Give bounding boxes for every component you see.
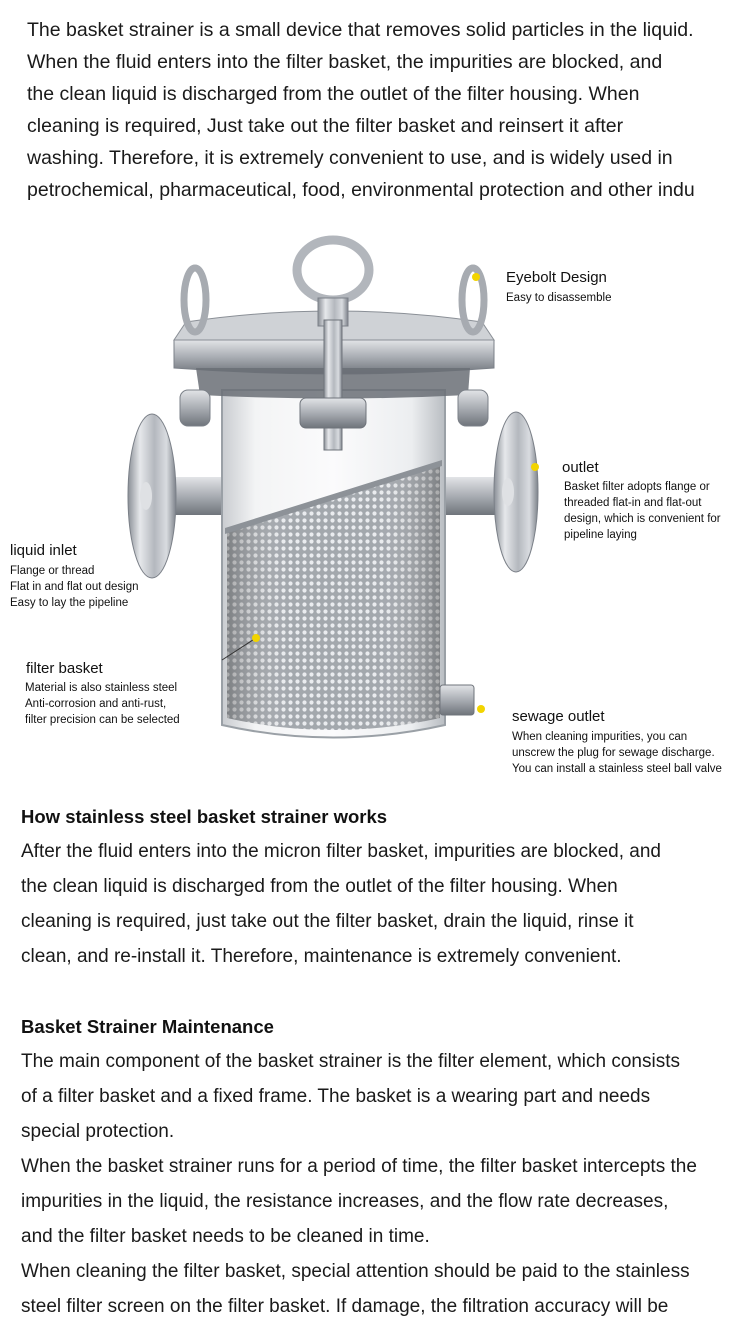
section-line: and the filter basket needs to be cleaned in time. <box>21 1226 430 1247</box>
callout-eyebolt <box>506 269 611 306</box>
section-line: special protection. <box>21 1121 175 1142</box>
section-heading: How stainless steel basket strainer works <box>21 806 388 827</box>
section-line: When cleaning the filter basket, special attention should be paid to the stainless <box>21 1261 690 1282</box>
callout-desc: unscrew the plug for sewage discharge. <box>512 747 715 759</box>
callout-title: Eyebolt Design <box>506 269 607 286</box>
basket-marker <box>252 634 260 642</box>
callout-desc: pipeline laying <box>564 529 637 541</box>
callout-sewage <box>512 708 722 777</box>
callout-desc: Flat in and flat out design <box>10 581 139 593</box>
outlet-marker <box>531 463 539 471</box>
intro-line: the clean liquid is discharged from the outlet of the filter housing. When <box>27 83 640 105</box>
outlet-pipe <box>440 477 502 515</box>
callout-desc: design, which is convenient for <box>564 513 721 525</box>
intro-line: When the fluid enters into the filter basket, the impurities are blocked, and <box>27 51 663 73</box>
callout-desc: Flange or thread <box>10 565 95 577</box>
callout-desc: filter precision can be selected <box>25 714 180 726</box>
callout-title: outlet <box>562 459 599 476</box>
section-line: The main component of the basket strainer is the filter element, which consists <box>21 1051 680 1072</box>
callout-outlet-desc <box>564 479 721 543</box>
callout-desc: You can install a stainless steel ball valve <box>512 763 722 775</box>
callout-desc: Basket filter adopts flange or <box>564 481 710 493</box>
intro-line: cleaning is required, Just take out the filter basket and reinsert it after <box>27 115 624 137</box>
callout-desc: threaded flat-in and flat-out <box>564 497 702 509</box>
intro-line: petrochemical, pharmaceutical, food, environmental protection and other indu <box>27 179 695 201</box>
callout-title: sewage outlet <box>512 708 605 725</box>
callout-basket <box>26 660 103 678</box>
sewage-plug <box>440 685 474 715</box>
clamp-shaft <box>324 320 342 450</box>
section-line: impurities in the liquid, the resistance increases, and the flow rate decreases, <box>21 1191 669 1212</box>
intro-paragraph <box>27 14 750 206</box>
eyebolt-marker <box>472 273 480 281</box>
callout-desc: When cleaning impurities, you can <box>512 731 688 743</box>
callout-inlet <box>10 542 139 611</box>
callout-outlet <box>562 459 599 477</box>
section-line: the clean liquid is discharged from the outlet of the filter housing. When <box>21 876 618 897</box>
intro-line: The basket strainer is a small device that removes solid particles in the liquid. <box>27 19 694 41</box>
callout-desc: Material is also stainless steel <box>25 682 178 694</box>
strainer-diagram <box>0 230 750 790</box>
intro-line: washing. Therefore, it is extremely convenient to use, and is widely used in <box>27 147 673 169</box>
callout-title: filter basket <box>26 660 103 677</box>
section-line: After the fluid enters into the micron filter basket, impurities are blocked, and <box>21 841 661 862</box>
section-line: steel filter screen on the filter basket. If damage, the filtration accuracy will be <box>21 1296 669 1317</box>
callout-desc: Easy to disassemble <box>506 292 612 304</box>
sewage-marker <box>477 705 485 713</box>
callout-desc: Easy to lay the pipeline <box>10 597 129 609</box>
callout-basket-desc <box>25 680 180 728</box>
section-maintenance <box>21 1010 750 1324</box>
section-line: cleaning is required, just take out the filter basket, drain the liquid, rinse it <box>21 911 634 932</box>
section-line: When the basket strainer runs for a period of time, the filter basket intercepts the <box>21 1156 697 1177</box>
section-how-it-works <box>21 800 750 974</box>
top-eyebolt <box>297 240 369 300</box>
section-line: of a filter basket and a fixed frame. The basket is a wearing part and needs <box>21 1086 651 1107</box>
section-line: clean, and re-install it. Therefore, maintenance is extremely convenient. <box>21 946 622 967</box>
callout-desc: Anti-corrosion and anti-rust, <box>25 698 167 710</box>
outlet-flange <box>494 412 538 572</box>
section-heading: Basket Strainer Maintenance <box>21 1016 274 1037</box>
callout-title: liquid inlet <box>10 542 77 559</box>
